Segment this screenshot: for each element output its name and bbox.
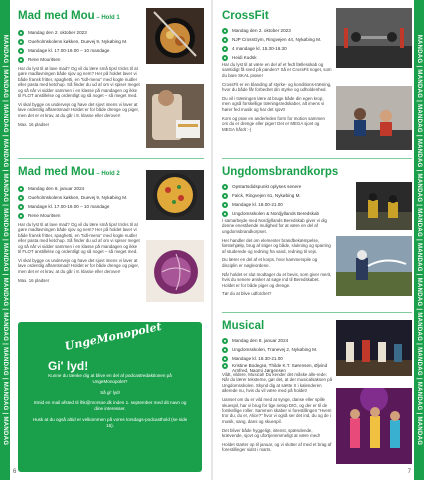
person-icon (18, 57, 24, 63)
musical-teacher-row: Kristine Bodegrø, Thilde K.T. Sørensen, Øjvind Arnfred, Naomi Jørgensen (222, 363, 334, 375)
mad2-photo-paella (146, 170, 204, 220)
mad2-body: Har du lyst til at lave mad? Og vil du lære små tips/ tricks til at gøre madlavningen både sjov og nem? Her på holdet laver vi både fransk fritter, spaghetti, en "tidl-menu" med kogte nudler eller pasta med ketchup. Så finder du ud af om vi spiser meget og så når vi sidder sammen i en klasse på mandagen og ikke til FLOT anstillelse og ordentligt og så noget – så meget med. Vi skal bygge os undervejs og have det sjovt imens vi laver at lave ordentlig affaretsmad! Holdet er for både drenge og piger, men det er et krav, at du går i 8. klasse eller derover! Max. 16 pladser (18, 222, 140, 283)
crossfit-time-row: 4 mandage kl. 15.30-16.30 (222, 44, 332, 53)
mad1-place-row: Oueholmskolens køkken, Duevej 9, Nykøbing M. (18, 37, 138, 46)
location-icon (18, 195, 24, 201)
clock-icon (222, 46, 228, 52)
ad-text: Kunne du tænke dig at blive en del af podcastredaktionen på UngeMonopolet? Så gi' lyd! Smid en mail afsted til lhk@morsoe.dk inden 1. september med dit navn og dine interesser. Husk at du også altid er velkommen på vores torsdags-podcasthold (se side 15). (32, 373, 188, 428)
strip-label: MANDAG | MANDAG | MANDAG | MANDAG | MANDAG | MANDAG | MANDAG | MANDAG | MANDAG | MANDAG | MANDAG | MANDAG (416, 34, 422, 446)
mad1-date-row: Mandag den 2. oktober 2023 (18, 28, 138, 37)
page-number-right: 7 (407, 469, 411, 475)
page-number-left: 6 (13, 469, 17, 475)
mad1-photo-pan (146, 8, 204, 64)
podcast-ad (18, 319, 202, 472)
strip-label: MANDAG | MANDAG | MANDAG | MANDAG | MANDAG | MANDAG | MANDAG | MANDAG | MANDAG | MANDAG | MANDAG | MANDAG (2, 34, 8, 446)
mad1-photo-cooking (146, 84, 204, 148)
clock-icon (222, 356, 228, 362)
mad1-time-row: Mandage kl. 17.00-19.00 – 10 mandage (18, 46, 138, 55)
musical-section (222, 320, 334, 375)
mad2-time-row: Mandage kl. 17.00-19.00 – 10 mandage (18, 202, 138, 211)
crossfit-title: CrossFit (222, 10, 269, 22)
clock-icon (18, 48, 24, 54)
calendar-icon (18, 186, 24, 192)
clock-icon (222, 202, 228, 208)
divider (18, 158, 204, 159)
calendar-icon (222, 28, 228, 34)
ungdom-teacher-row: Ungdomsskolen & Nordjyllands Beredskab (222, 209, 352, 218)
ungdom-section (222, 166, 352, 218)
crossfit-photo-gym (336, 8, 412, 68)
mad1-teacher-row: Rene Mouritsen (18, 55, 138, 64)
calendar-icon (222, 184, 228, 190)
location-icon (222, 37, 228, 43)
ungdom-photo-firefighters (356, 182, 412, 230)
mad2-place-row: Oueholmskolens køkken, Duevej 9, Nykøbing M. (18, 193, 138, 202)
right-edge-strip (414, 0, 424, 480)
ad-heading: Gi' lyd! (48, 359, 89, 373)
person-icon (222, 363, 228, 369)
calendar-icon (222, 338, 228, 344)
musical-body: Vildt, vildere, Musical! Du kender det måske alle-rede: Når du lærer teksterne, gør det, at der musicalsaksen på Ungdomsskolen. Skynd dig at sætte X i kalenderen allerede nu, hvis du vil være med på holdet! Uanset om du er vild med at synge, danse eller spille skuespil, har vi brug for lige netop DIG, og der er til de forskellige roller. Sammen skaber vi forestillingen "Hvem tror du, du er, Alice?" hvor vi også ser det ind, du og de i musik, sang, dans og skuespil. Det bliver både hyggeligt, intenst, spændende, krævende, sjovt og ufortjenemmeligt at være med! Holdet starter op til januar, og vi slutter af med et brag af forestillinger sidst i marts. (222, 372, 333, 453)
mad2-photo-cabbage (146, 240, 204, 302)
location-icon (222, 193, 228, 199)
crossfit-place-row: NJP CrossGym, Ringvejen 44, Nykøbing M. (222, 35, 332, 44)
musical-place-row: Ungdomsskolen, Tranevej 2, Nykøbing M. (222, 345, 334, 354)
musical-photo-stage (336, 320, 412, 376)
ungdom-place-row: Falck, Ringvejen 61, Nykøbing M. (222, 191, 352, 200)
musical-date-row: Mandag den 8. januar 2024 (222, 336, 334, 345)
person-icon (222, 211, 228, 217)
crossfit-section (222, 10, 332, 62)
mad1-body: Har du lyst til at lave mad? Og vil du lære små tips/ tricks til at gøre madlavningen både sjov og nem? Her på holdet laver vi både fransk fritter, spaghetti, en "tidl-menu" med kogte nudler eller pasta med ketchup. Så finder du ud af om vi spiser meget og så når vi sidder sammen i en klasse på mandagen og ikke til FLOT anstillelse og ordentligt og så noget – så meget med. Vi skal bygge os undervejs og have det sjovt imens vi laver at lave ordentlig affaretsmad! Holdet er for både drenge og piger, men det er et krav, at du går i 8. klasse eller derover! Max. 16 pladser (18, 66, 140, 127)
ungdom-date-row: Opstartsdidspunkt oplyses senere (222, 182, 352, 191)
crossfit-photo-training (336, 86, 412, 150)
divider (222, 158, 412, 159)
musical-title: Musical (222, 320, 265, 332)
musical-time-row: Mandage kl. 18.30-21.00 (222, 354, 334, 363)
person-icon (18, 213, 24, 219)
crossfit-teacher-row: Heidi Kudsk (222, 53, 332, 62)
calendar-icon (18, 30, 24, 36)
ad-logo-title: UngeMonopolet (63, 319, 163, 354)
musical-photo-performers (336, 388, 412, 464)
mad1-title: Mad med Mou – Hold 1 (18, 10, 120, 22)
mad2-teacher-row: Rene Mouritsen (18, 211, 138, 220)
left-edge-strip (0, 0, 10, 480)
divider (222, 312, 412, 313)
person-icon (222, 55, 228, 61)
ungdom-title: Ungdomsbrandkorps (222, 166, 339, 178)
mad1-section (18, 10, 138, 64)
crossfit-body: Har du lyst til at være en del af et fedt fællesskab og samtidigt få sved på panden? Så er CrossFit noget, som du bare SKAL prøve! CrossFit er en blanding af styrke- og konditions-træning, hvor du både får forbedret din styrke og udholdenhed. Du vil i træningen lære at bruge både din egen krop, men også forskellige træningsredskaber, alt imens vi hører fed musik og har det sjovt! Kom og prøv en anderledes form for motion sammen om du er drenge eller piger! Det er MEGA sjovt og MEGA hårdt :-) (222, 62, 332, 132)
mad2-title: Mad med Mou – Hold 2 (18, 166, 120, 178)
ungdom-time-row: Mandage kl. 18.00-21.00 (222, 200, 352, 209)
location-icon (18, 39, 24, 45)
crossfit-date-row: Mandag den 2. oktober 2023 (222, 26, 332, 35)
location-icon (222, 347, 228, 353)
mad2-date-row: Mandag den 8. januar 2024 (18, 184, 138, 193)
mad2-section (18, 166, 138, 220)
ungdom-body: I samarbejde med Nordjyllands Beredskab giver vi dig denne enestående mulighed for at være en del af ungdomsbrandkorpset. Her handler det om elementer brandbekæmpelse, førstehjælp, brug af stiger og både, slukning og sparring af studerede og redning fra vand, redning til vejs. Du lærer en del af et korps, hvor kammerspile og disciplin er nøgleordene. Når holdet er slut modtager du et bevis, som giver merit, hvis du senere ønsker at søge ind til Beredskabet. Holdet er for både piger og drenge. Tør du at blive udfordret? (222, 218, 332, 297)
ungdom-photo-hose (336, 236, 412, 296)
clock-icon (18, 204, 24, 210)
page-fold (211, 0, 213, 480)
